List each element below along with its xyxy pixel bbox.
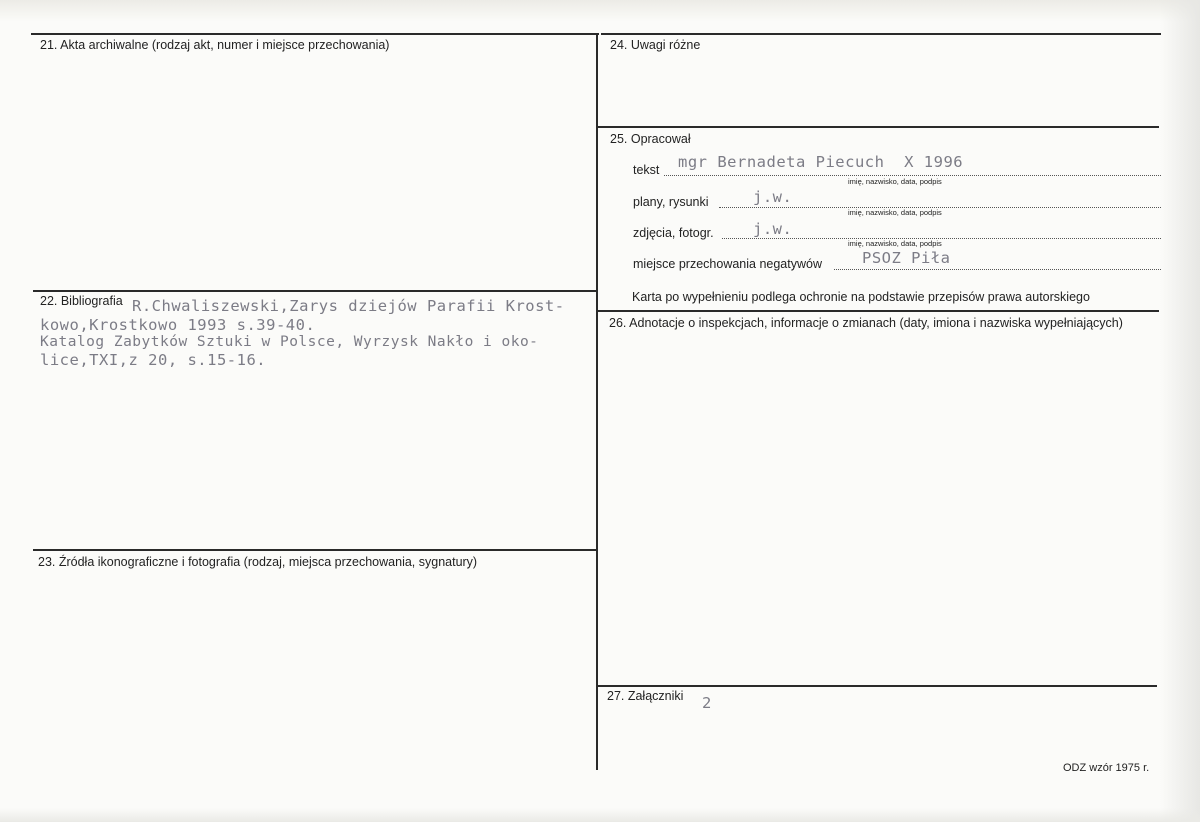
bibliography-line-4: lice,TXI,z 20, s.15-16. <box>40 351 267 369</box>
copyright-notice: Karta po wypełnieniu podlega ochronie na podstawie przepisów prawa autorskiego <box>632 290 1090 304</box>
attachments-count: 2 <box>702 694 712 712</box>
section-25-label: 25. Opracował <box>610 132 691 146</box>
bibliography-line-3: Katalog Zabytków Sztuki w Polsce, Wyrzysk Nakło i oko- <box>40 334 539 350</box>
scan-right-edge <box>1160 0 1200 822</box>
section-22-label: 22. Bibliografia <box>40 294 123 308</box>
top-border-left <box>31 33 599 35</box>
tekst-label: tekst <box>633 163 660 177</box>
tekst-hint: imię, nazwisko, data, podpis <box>848 177 942 186</box>
miejsce-value: PSOZ Piła <box>862 249 951 267</box>
divider-21-22 <box>33 290 598 292</box>
scan-bottom-edge <box>0 808 1200 822</box>
bibliography-line-2: kowo,Krostkowo 1993 s.39-40. <box>40 316 316 334</box>
form-id: ODZ wzór 1975 r. <box>1063 762 1150 774</box>
plany-value: j.w. <box>753 188 793 206</box>
divider-22-23 <box>33 549 598 551</box>
divider-25-26 <box>598 310 1159 312</box>
miejsce-dotted-line <box>834 269 1161 270</box>
section-23-label: 23. Źródła ikonograficzne i fotografia (rodzaj, miejsca przechowania, sygnatury) <box>38 555 478 569</box>
section-21-label: 21. Akta archiwalne (rodzaj akt, numer i miejsce przechowania) <box>40 38 390 52</box>
zdjecia-value: j.w. <box>753 220 793 238</box>
divider-26-27 <box>598 685 1157 687</box>
zdjecia-hint: imię, nazwisko, data, podpis <box>848 239 942 248</box>
tekst-value: mgr Bernadeta Piecuch X 1996 <box>678 153 964 171</box>
miejsce-label: miejsce przechowania negatywów <box>633 257 822 271</box>
scan-top-edge <box>0 0 1200 22</box>
section-27-label: 27. Załączniki <box>607 689 684 703</box>
section-24-label: 24. Uwagi różne <box>610 38 701 52</box>
plany-label: plany, rysunki <box>633 195 709 209</box>
center-divider <box>596 33 598 770</box>
zdjecia-label: zdjęcia, fotogr. <box>633 226 714 240</box>
plany-hint: imię, nazwisko, data, podpis <box>848 208 942 217</box>
section-26-label: 26. Adnotacje o inspekcjach, informacje o zmianach (daty, imiona i nazwiska wypełniających) <box>609 316 1123 330</box>
divider-24-25 <box>598 126 1159 128</box>
tekst-dotted-line <box>664 175 1161 176</box>
bibliography-line-1: R.Chwaliszewski,Zarys dziejów Parafii Krost- <box>132 297 565 315</box>
top-border-right <box>601 33 1161 35</box>
